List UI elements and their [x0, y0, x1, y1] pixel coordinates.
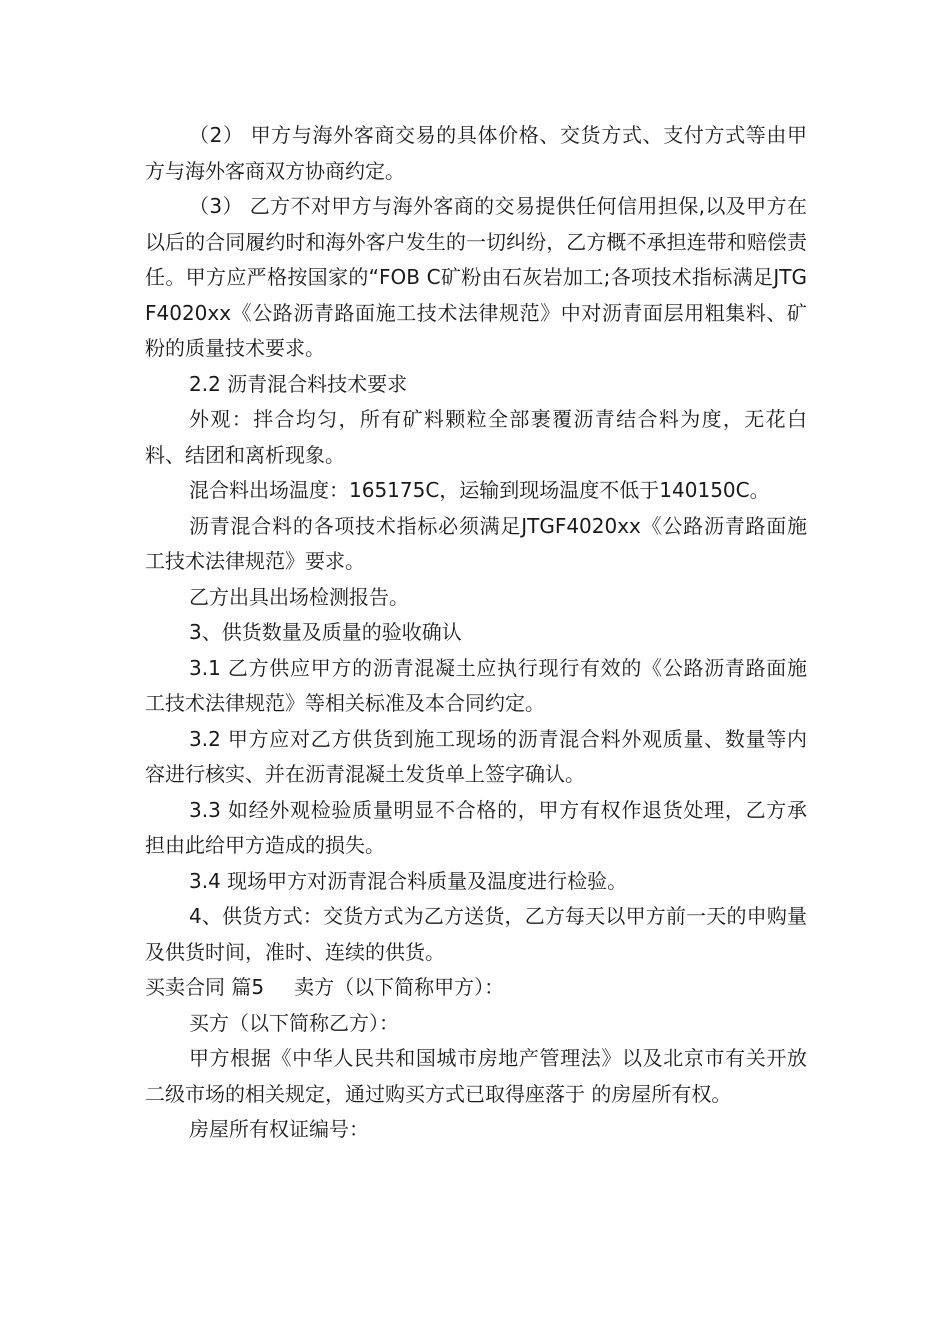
paragraph-3-1: 3.1 乙方供应甲方的沥青混凝土应执行现行有效的《公路沥青路面施工技术法律规范》等相关标准及本合同约定。 [145, 655, 807, 715]
document-body [145, 118, 807, 1148]
paragraph-technical-indicators: 沥青混合料的各项技术指标必须满足JTGF4020xx《公路沥青路面施工技术法律规范》要求。 [145, 513, 807, 573]
section-heading-line [145, 970, 807, 1006]
paragraph-3-2: 3.2 甲方应对乙方供货到施工现场的沥青混合料外观质量、数量等内容进行核实、并在沥青混凝土发货单上签字确认。 [145, 726, 807, 786]
paragraph-heading-2-2: 2.2 沥青混合料技术要求 [189, 371, 408, 396]
paragraph-clause-3: （3） 乙方不对甲方与海外客商的交易提供任何信用担保,以及甲方在以后的合同履约时和海外客户发生的一切纠纷，乙方概不承担连带和赔偿责任。甲方应严格按国家的“FOB C矿粉由石灰岩加工;各项技术指标满足JTGF4020xx《公路沥青路面施工技术法律规范》中对沥青面层用粗集料、矿粉的质量技术要求。 [145, 194, 807, 360]
paragraph-3-4: 3.4 现场甲方对沥青混合料质量及温度进行检验。 [189, 868, 628, 893]
paragraph-certificate-number: 房屋所有权证编号： [189, 1117, 369, 1141]
paragraph-appearance: 外观：拌合均匀，所有矿料颗粒全部裹覆沥青结合料为度，无花白料、结团和离析现象。 [145, 407, 807, 467]
paragraph-3-3: 3.3 如经外观检验质量明显不合格的，甲方有权作退货处理，乙方承担由此给甲方造成的损失。 [145, 797, 807, 857]
paragraph-heading-3: 3、供货数量及质量的验收确认 [189, 620, 462, 644]
seller-label: 卖方（以下简称甲方）： [294, 975, 505, 999]
paragraph-inspection-report: 乙方出具出场检测报告。 [189, 584, 409, 609]
paragraph-temperature: 混合料出场温度：165175C，运输到现场温度不低于140150C。 [189, 478, 770, 502]
section-title: 买卖合同 篇5 [145, 975, 265, 999]
paragraph-ownership: 甲方根据《中华人民共和国城市房地产管理法》以及北京市有关开放二级市场的相关规定，通过购买方式已取得座落于 的房屋所有权。 [145, 1046, 807, 1106]
paragraph-heading-4: 4、供货方式：交货方式为乙方送货，乙方每天以甲方前一天的申购量及供货时间，准时、连续的供货。 [145, 904, 807, 964]
paragraph-clause-2: （2） 甲方与海外客商交易的具体价格、交货方式、支付方式等由甲方与海外客商双方协商约定。 [145, 123, 807, 183]
paragraph-buyer: 买方（以下简称乙方）： [189, 1010, 399, 1035]
